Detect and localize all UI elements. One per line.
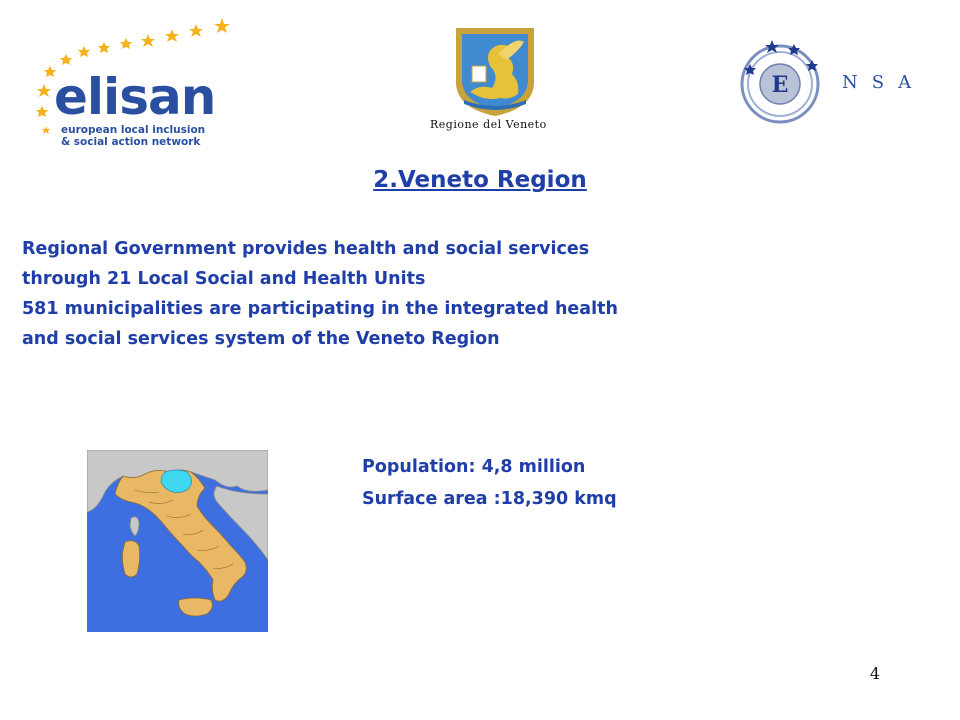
surface-area-stat: Surface area :18,390 kmq (362, 489, 617, 509)
elisan-tagline (61, 124, 241, 148)
body-line: 581 municipalities are participating in the integrated health (22, 299, 618, 319)
page-number: 4 (869, 664, 881, 683)
italy-map (87, 450, 268, 632)
slide-title-wrapper (0, 167, 960, 193)
ensa-letters: NSA (842, 72, 926, 93)
body-text (22, 234, 742, 354)
body-line: Regional Government provides health and social services (22, 239, 590, 259)
elisan-wordmark: elisan (54, 68, 216, 126)
body-line: through 21 Local Social and Health Units (22, 269, 426, 289)
body-line: and social services system of the Veneto Region (22, 329, 500, 349)
ensa-emblem-icon (732, 34, 842, 134)
ensa-emblem-letter: E (771, 72, 789, 98)
stats (362, 451, 762, 515)
italy-map-image (87, 450, 268, 632)
regione-veneto-caption: Regione del Veneto (430, 118, 547, 131)
slide-title: 2.Veneto Region (373, 167, 587, 193)
elisan-tagline-line1: european local inclusion (61, 124, 206, 136)
regione-veneto-logo (420, 22, 570, 134)
lion-shield-icon (420, 22, 570, 118)
population-stat: Population: 4,8 million (362, 457, 586, 477)
elisan-logo (28, 14, 238, 154)
elisan-tagline-line2: & social action network (61, 136, 201, 148)
ensa-logo (732, 34, 926, 134)
